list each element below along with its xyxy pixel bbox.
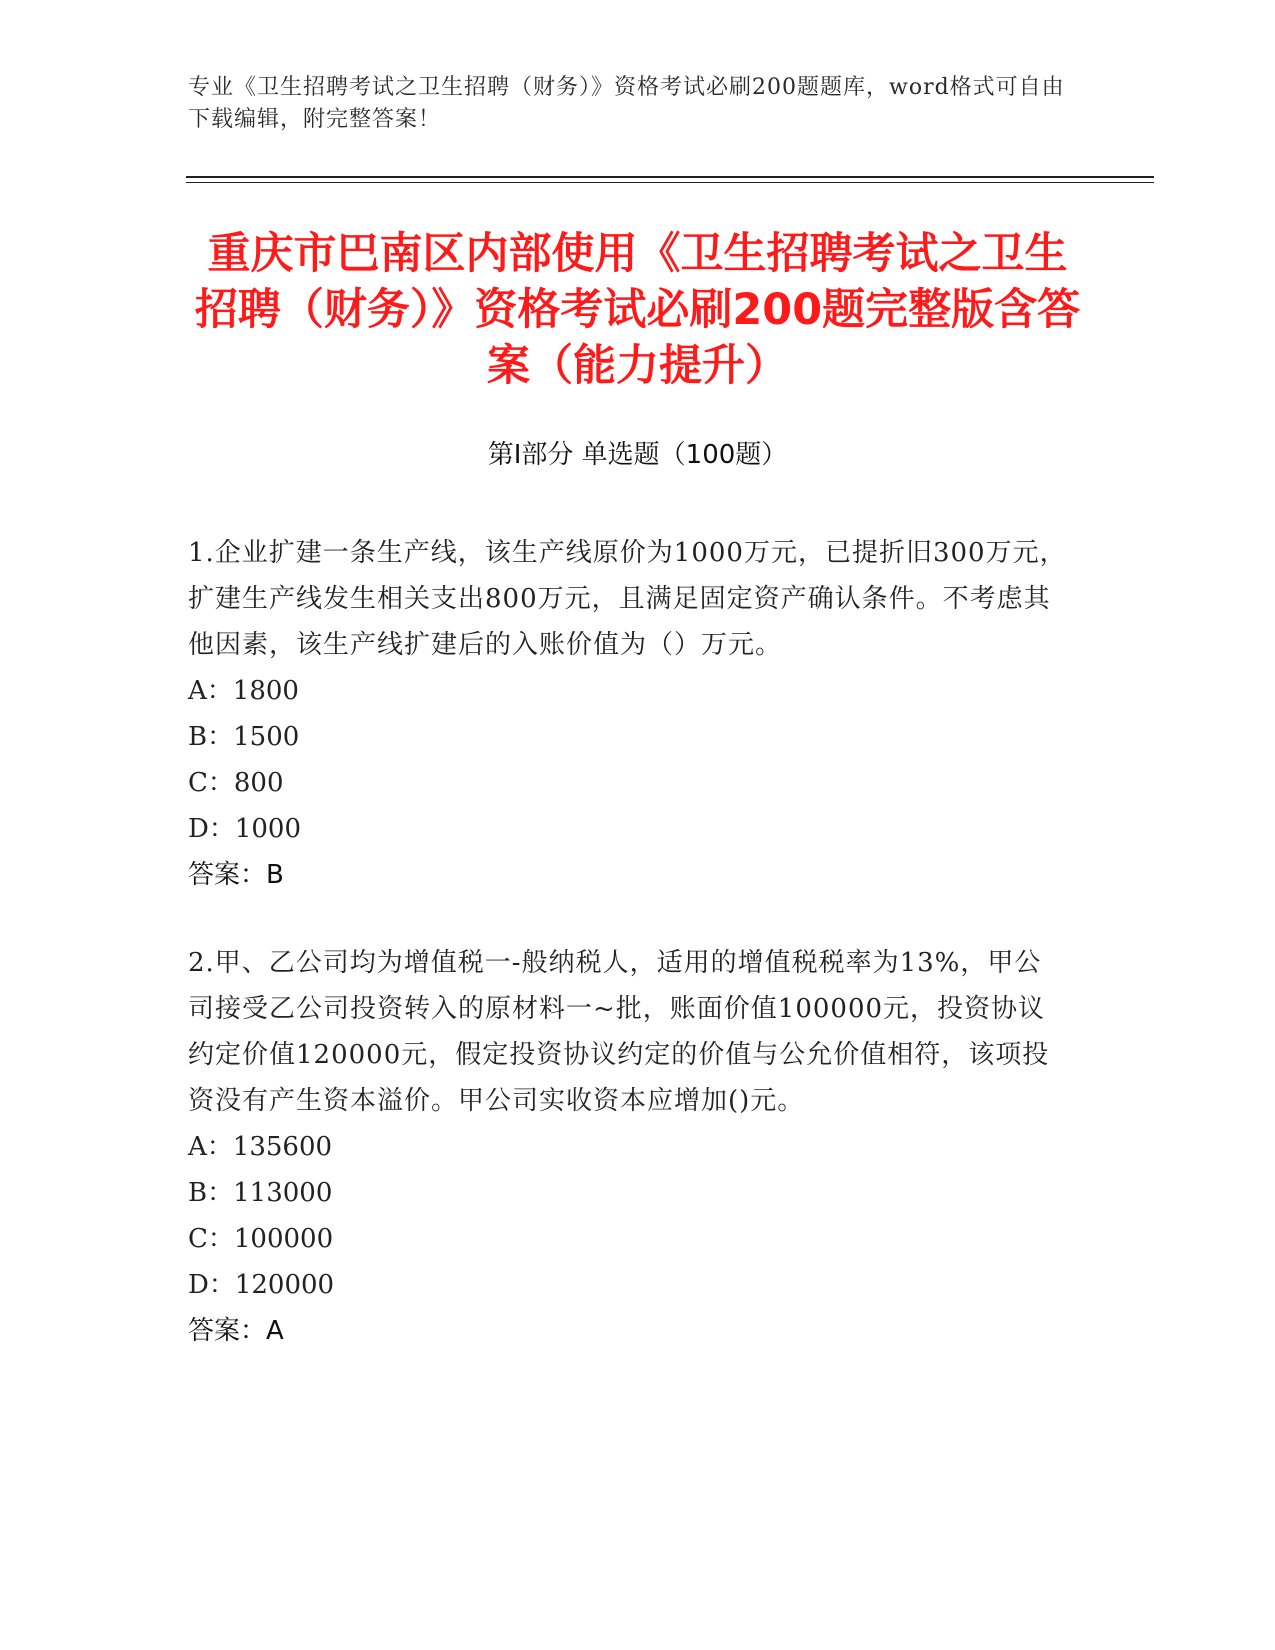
question-1 [188,530,1068,898]
option-d: D：120000 [188,1270,335,1300]
question-2 [188,940,1068,1354]
option-b: B：113000 [188,1178,333,1208]
option-d: D：1000 [188,814,302,844]
option-c: C：800 [188,768,284,798]
answer: 答案：A [188,1316,284,1346]
section-title: 第I部分 单选题（100题） [487,440,788,470]
question-stem: 2.甲、乙公司均为增值税一-般纳税人，适用的增值税税率为13%，甲公司接受乙公司投资转入的原材料一~批，账面价值100000元，投资协议约定价值120000元，假定投资协议约定的价值与公允价值相符，该项投资没有产生资本溢价。甲公司实收资本应增加()元。 [188,948,1050,1116]
header-note: 专业《卫生招聘考试之卫生招聘（财务）》资格考试必刷200题题库，word格式可自由下载编辑，附完整答案！ [188,75,1065,132]
answer: 答案：B [188,860,284,890]
option-a: A：135600 [188,1132,333,1162]
question-stem: 1.企业扩建一条生产线，该生产线原价为1000万元，已提折旧300万元，扩建生产线发生相关支出800万元，且满足固定资产确认条件。不考虑其他因素，该生产线扩建后的入账价值为（）万元。 [188,538,1067,660]
option-a: A：1800 [188,676,299,706]
header-divider-thin [186,182,1154,183]
header-divider-thick [186,176,1154,178]
document-title: 重庆市巴南区内部使用《卫生招聘考试之卫生招聘（财务）》资格考试必刷200题完整版含答案（能力提升） [194,229,1081,391]
option-c: C：100000 [188,1224,334,1254]
option-b: B：1500 [188,722,300,752]
